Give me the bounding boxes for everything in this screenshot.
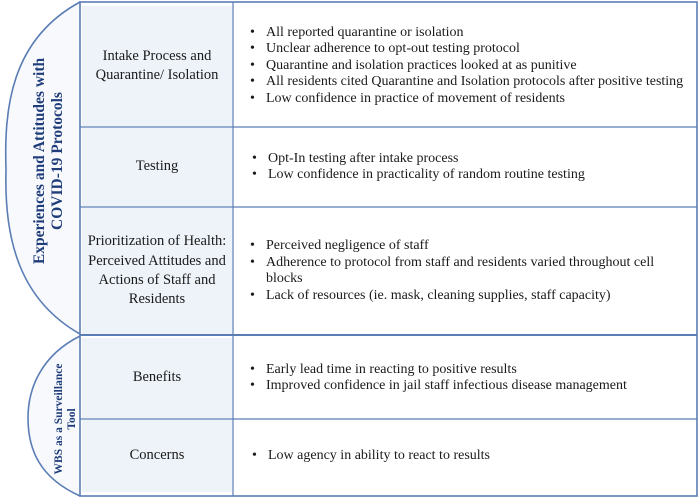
- topic-intake-process: Intake Process and Quarantine/ Isolation: [82, 6, 232, 126]
- bullets-concerns: [234, 420, 696, 492]
- topic-benefits: Benefits: [82, 338, 232, 418]
- topic-concerns: Concerns: [82, 420, 232, 492]
- list-item: • Opt-In testing after intake process: [234, 151, 690, 168]
- topic-testing: Testing: [82, 128, 232, 206]
- group-label-covid-protocols: Experiences and Attitudes with COVID-19 Protocols: [31, 57, 66, 265]
- list-item: • Early lead time in reacting to positive results: [234, 362, 690, 379]
- group-label-wbs-surveillance: WBS as a Surveillance Tool: [52, 363, 78, 475]
- list-item: • Lack of resources (ie. mask, cleaning supplies, staff capacity): [234, 288, 690, 305]
- bullets-intake-process: [234, 6, 696, 126]
- bullets-benefits: [234, 338, 696, 418]
- list-item: • All reported quarantine or isolation: [234, 25, 690, 42]
- list-item: • Perceived negligence of staff: [234, 238, 690, 255]
- topic-prioritization-of-health: Prioritization of Health: Perceived Attitudes and Actions of Staff and Residents: [82, 208, 232, 334]
- list-item: • Low agency in ability to react to results: [234, 448, 690, 465]
- list-item: • Low confidence in practice of movement of residents: [234, 91, 690, 108]
- list-item: • Adherence to protocol from staff and residents varied throughout cell blocks: [234, 255, 690, 288]
- list-item: • Quarantine and isolation practices looked at as punitive: [234, 58, 690, 75]
- list-item: • Improved confidence in jail staff infectious disease management: [234, 378, 690, 395]
- list-item: • All residents cited Quarantine and Isolation protocols after positive testing: [234, 74, 690, 91]
- list-item: • Low confidence in practicality of random routine testing: [234, 167, 690, 184]
- bullets-testing: [234, 128, 696, 206]
- bullets-prioritization-of-health: [234, 208, 696, 334]
- list-item: • Unclear adherence to opt-out testing protocol: [234, 41, 690, 58]
